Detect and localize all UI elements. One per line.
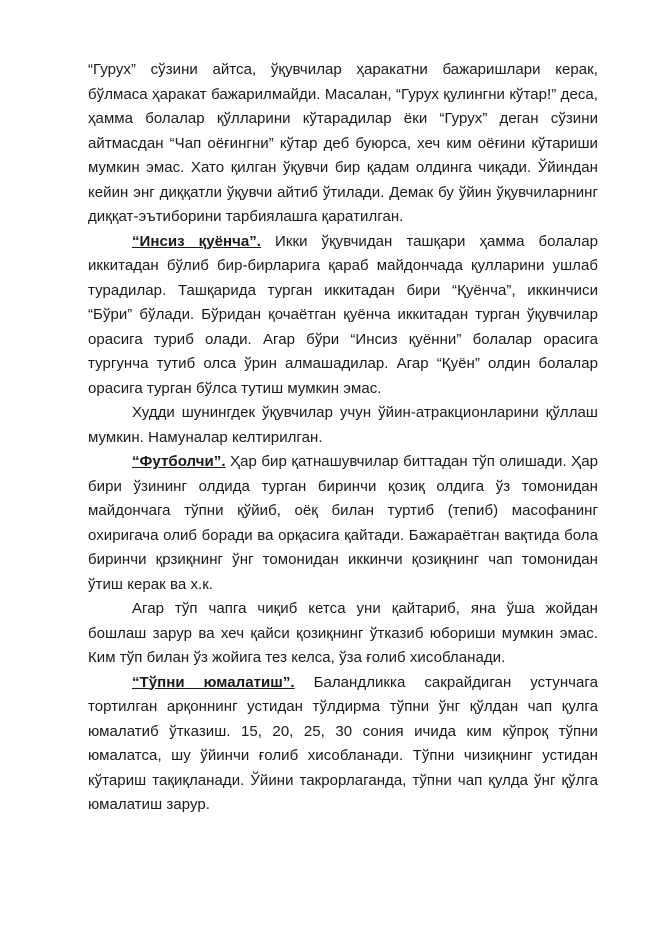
- paragraph-text: Агар тўп чапга чиқиб кетса уни қайтариб, яна ўша жойдан бошлаш зарур ва хеч қайси қозиқнинг ўтказиб юбориши мумкин эмас. Ким тўп билан ўз жойига тез келса, ўза ғолиб хисобланади.: [88, 600, 598, 666]
- game-title: “Инсиз қуёнча”.: [132, 232, 262, 250]
- paragraph-text: “Гурух” сўзини айтса, ўқувчилар ҳаракатни бажаришлари керак, бўлмаса ҳаракат бажарилмайди. Масалан, “Гурух қулингни кўтар!” деса, ҳамма болалар қўлларини кўтарадилар ёки “Гурух” деган сўзини айтмасдан “Чап оёғингни” кўтар деб буюрса, хеч ким оёғини кўтариши мумкин эмас. Хато қилган ўқувчи бир қадам олдинга чиқади. Ўйиндан кейин энг диққатли ўқувчи айтиб ўтилади. Демак бу ўйин ўқувчиларнинг диққат-эътиборини тарбиялашга қаратилган.: [88, 61, 598, 225]
- paragraph-text: Худди шунингдек ўқувчилар учун ўйин-атракционларини қўллаш мумкин. Намуналар келтирилган.: [88, 404, 598, 446]
- paragraph-attractions: [88, 401, 598, 450]
- paragraph-text: Ҳар бир қатнашувчилар биттадан тўп олишади. Ҳар бири ўзининг олдида турган биринчи қозиқ олдига ўз томонидан майдончага тўпни қўйиб, оёқ билан туртиб (тепиб) масофанинг охиригача олиб боради ва орқасига қайтади. Бажараётган вақтида бола биринчи қрзиқнинг ўнг томонидан иккинчи қозиқнинг чап томонидан ўтиш керак ва х.к.: [88, 453, 598, 593]
- paragraph-futbolchi: [88, 450, 598, 597]
- paragraph-insiz-quyoncha: [88, 230, 598, 402]
- paragraph-text: Баландликка сакрайдиган устунчага тортилган арқоннинг устидан тўлдирма тўпни ўнг қўлдан чап қулга юмалатиб ўтказиш. 15, 20, 25, 30 сония ичида ким кўпроқ тўпни юмалатса, шу ўйинчи ғолиб хисобланади. Тўпни чизиқнинг устидан кўтариш тақиқланади. Ўйини такрорлаганда, тўпни чап қулда ўнг қўлга юмалатиш зарур.: [88, 673, 598, 813]
- game-title: “Футболчи”.: [132, 453, 226, 470]
- paragraph-intro: [88, 58, 598, 230]
- paragraph-tupni-yumalatish: [88, 671, 598, 818]
- paragraph-text: Икки ўқувчидан ташқари ҳамма болалар иккитадан бўлиб бир-бирларига қараб майдончада қулларини ушлаб турадилар. Ташқарида турган иккитадан бири “Қуёнча”, иккинчиси “Бўри” бўлади. Бўридан қочаётган қуёнча иккитадан турган ўқувчилар орасига туриб олади. Агар бўри “Инсиз қуённи” болалар орасига тургунча тутиб олса ўрин алмашадилар. Агар “Қуён” олдин болалар орасига турган бўлса тутиш мумкин эмас.: [88, 232, 598, 397]
- paragraph-rules: [88, 597, 598, 671]
- game-title: “Тўпни юмалатиш”.: [132, 673, 295, 691]
- document-page: [88, 58, 598, 818]
